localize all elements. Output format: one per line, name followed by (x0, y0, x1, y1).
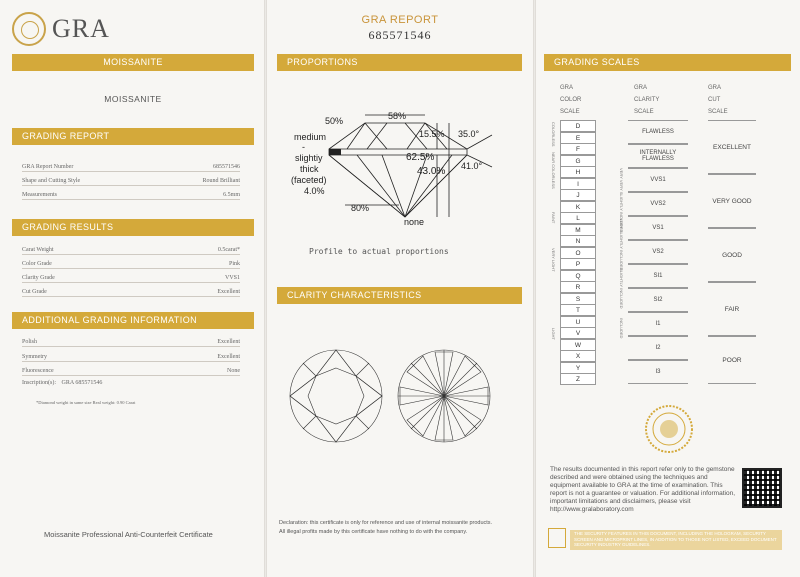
crown-height: 15.5% (419, 129, 445, 139)
color-cell: W (560, 339, 596, 351)
inscription: Inscription(s): GRA 685571546 (22, 380, 103, 386)
shape-row: Shape and Cutting Style Round Brilliant (22, 178, 240, 184)
color-cell: D (560, 120, 596, 132)
girdle-label-4: thick (300, 164, 319, 174)
cut-grade: EXCELLENT (708, 120, 756, 174)
additional-info-bar: ADDITIONAL GRADING INFORMATION (12, 312, 254, 329)
clarity-grade: VVS2 (628, 192, 688, 216)
clarity-grade: SI2 (628, 288, 688, 312)
girdle-label-3: slightiy (295, 153, 323, 163)
polish-row: Polish Excellent (22, 339, 240, 345)
color-scale-header: GRA COLOR SCALE (560, 85, 582, 115)
clarity-grade: I3 (628, 360, 688, 384)
color-cell: R (560, 281, 596, 293)
color-cell: T (560, 304, 596, 316)
weight-footnote: *Diamond weight in same size Real weight: 0.90 Carat (36, 400, 136, 405)
brand-logo: GRA (52, 14, 110, 43)
table-pct: 58% (388, 111, 407, 121)
color-cell: K (560, 201, 596, 213)
clarity-grade: I2 (628, 336, 688, 360)
gra-seal-icon (12, 12, 46, 46)
group-very-light: VERY LIGHT (551, 248, 556, 272)
disclaimer-note: The results documented in this report refer only to the gemstone described and were obtained using the techniques and equipment available to GRA at the time of examination. This report is not a guarantee or valuation. For additional information, important limitations and disclaimers, please visit http://www.gralaboratory.com (550, 466, 735, 513)
total-depth: 62.5% (406, 152, 435, 163)
color-cell: I (560, 178, 596, 190)
clarity-grade: SI1 (628, 264, 688, 288)
qr-code-icon[interactable] (742, 468, 782, 508)
color-cell: N (560, 235, 596, 247)
grading-results-bar: GRADING RESULTS (12, 219, 254, 236)
security-note: THE SECURITY FEATURES IN THIS DOCUMENT, INCLUDING THE HOLOGRAM, SECURITY SCREEN AND MICROPRINT LINES, IN ADDITION TO THOSE NOT LISTED, EXCEED DOCUMENT SECURITY INDUSTRY GUIDELINES. (574, 531, 777, 547)
pavilion-depth: 43.0% (417, 166, 446, 177)
crown-angle: 35.0° (458, 129, 480, 139)
color-cell: H (560, 166, 596, 178)
report-number: 685571546 (368, 28, 432, 42)
group-light: LIGHT (551, 328, 556, 340)
cut-grade: GOOD (708, 228, 756, 282)
carat-row: Carat Weight 0.5carat* (22, 247, 240, 253)
color-cell: Y (560, 362, 596, 374)
grading-report-bar: GRADING REPORT (12, 128, 254, 145)
gold-seal-icon (644, 404, 694, 454)
fluorescence-row: Fluorescence None (22, 368, 240, 374)
girdle-label-1: medium (294, 132, 327, 142)
color-cell: V (560, 327, 596, 339)
group-faint: FAINT (551, 212, 556, 224)
cut-grade: VERY GOOD (708, 174, 756, 228)
color-cell: Q (560, 270, 596, 282)
symmetry-row: Symmetry Excellent (22, 354, 240, 360)
crown-view-diagram (287, 348, 385, 444)
report-number-row: GRA Report Number 685571546 (22, 164, 240, 170)
pavilion-view-diagram (395, 348, 493, 444)
clarity-grade: FLAWLESS (628, 120, 688, 144)
group-included: INCLUDED (619, 318, 624, 339)
cut-grade: POOR (708, 336, 756, 384)
clarity-grade: VS2 (628, 240, 688, 264)
clarity-grade: VVS1 (628, 168, 688, 192)
grading-scales-bar: GRADING SCALES (544, 54, 791, 71)
certificate-footer: Moissanite Professional Anti-Counterfeit Certificate (44, 530, 213, 539)
middle-panel (267, 0, 533, 577)
group-vvs: VERY VERY SLIGHTLY INCLUDED (619, 168, 624, 233)
profile-note: Profile to actual proportions (309, 247, 449, 256)
clarity-grade: VS1 (628, 216, 688, 240)
girdle-label-6: 4.0% (304, 186, 325, 196)
color-cell: M (560, 224, 596, 236)
color-cell: E (560, 132, 596, 144)
moissanite-bar: MOISSANITE (12, 54, 254, 71)
culet: none (404, 217, 425, 227)
color-cell: Z (560, 373, 596, 385)
hologram-icon (548, 528, 566, 548)
report-title: GRA REPORT (361, 14, 439, 26)
color-cell: X (560, 350, 596, 362)
group-vs: VERY SLIGHTLY INCLUDED (619, 218, 624, 271)
measurements-row: Measurements 6.5mm (22, 192, 240, 198)
lower-half-pct: 80% (351, 203, 370, 213)
color-row: Color Grade Pink (22, 261, 240, 267)
group-colorless: COLORLESS (551, 122, 556, 147)
clarity-grade: INTERNALLY FLAWLESS (628, 144, 688, 168)
group-near-colorless: NEAR COLORLESS (551, 152, 556, 189)
color-cell: L (560, 212, 596, 224)
clarity-row: Clarity Grade VVS1 (22, 275, 240, 281)
girdle-label-5: (faceted) (291, 175, 327, 185)
girdle-label-2: - (302, 142, 305, 152)
color-cell: P (560, 258, 596, 270)
proportions-bar: PROPORTIONS (277, 54, 522, 71)
clarity-bar: CLARITY CHARACTERISTICS (277, 287, 522, 304)
cut-row: Cut Grade Excellent (22, 289, 240, 295)
color-cell: F (560, 143, 596, 155)
clarity-scale-header: GRA CLARITY SCALE (634, 85, 660, 115)
color-cell: J (560, 189, 596, 201)
pavilion-angle: 41.0° (461, 161, 483, 171)
cut-grade: FAIR (708, 282, 756, 336)
color-cell: S (560, 293, 596, 305)
color-cell: G (560, 155, 596, 167)
crown-pct: 50% (325, 116, 344, 126)
moissanite-value: MOISSANITE (104, 94, 162, 104)
color-cell: U (560, 316, 596, 328)
color-cell: O (560, 247, 596, 259)
cut-scale-header: GRA CUT SCALE (708, 85, 728, 115)
declaration-1: Declaration: this certificate is only for reference and use of internal moissanite products. (279, 520, 493, 526)
clarity-grade: I1 (628, 312, 688, 336)
left-panel (0, 0, 264, 577)
declaration-2: All illegal profits made by this certificate have nothing to do with the company. (279, 529, 468, 535)
group-si: SLIGHTLY INCLUDED (619, 268, 624, 309)
right-panel (536, 0, 800, 577)
